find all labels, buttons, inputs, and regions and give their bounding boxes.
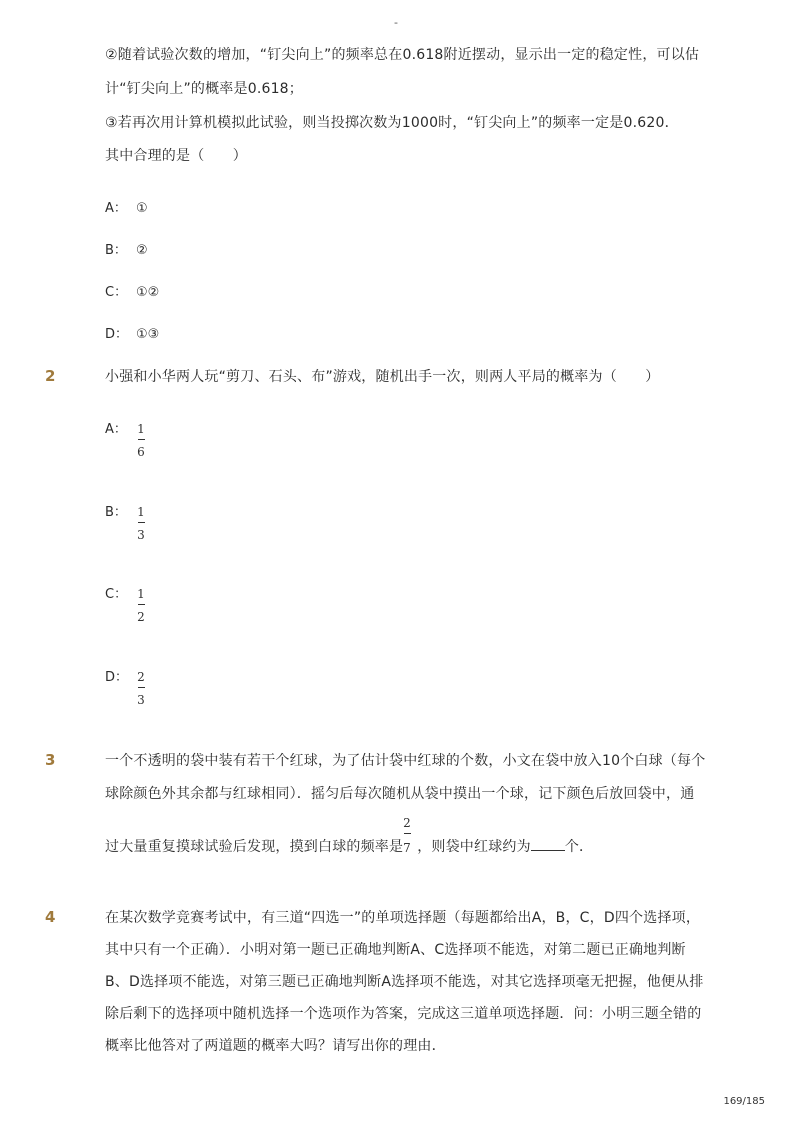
- question-number: 3: [45, 751, 56, 769]
- question-text-line2: 其中只有一个正确）．小明对第一题已正确地判断A、C选择项不能选，对第二题已正确地判断: [105, 942, 686, 958]
- option-fraction: [134, 504, 148, 543]
- text-segment: 个．: [564, 839, 594, 855]
- fraction-numerator: 1: [137, 505, 145, 519]
- q1-prompt: 其中合理的是（ ）: [105, 148, 247, 164]
- fraction-bar: [138, 522, 145, 523]
- page-top-mark: -: [394, 16, 398, 29]
- option-value: ②: [136, 243, 148, 258]
- page-number: 169/185: [723, 1096, 765, 1107]
- fraction-bar: [404, 833, 411, 834]
- fraction-denominator: 6: [137, 445, 145, 459]
- fraction-bar: [138, 604, 145, 605]
- question-text-line5: 概率比他答对了两道题的概率大吗？请写出你的理由．: [105, 1038, 446, 1054]
- question-text: 小强和小华两人玩“剪刀、石头、布”游戏，随机出手一次，则两人平局的概率为（ ）: [105, 369, 660, 385]
- q1-statement-2-line1: ②随着试验次数的增加，“钉尖向上”的频率总在0.618附近摆动，显示出一定的稳定性，可以估: [105, 47, 700, 63]
- question-text-line2: 球除颜色外其余都与红球相同）．摇匀后每次随机从袋中摸出一个球，记下颜色后放回袋中，通: [105, 786, 695, 802]
- option-letter: A：: [105, 201, 127, 216]
- option-letter: A：: [105, 422, 127, 437]
- fraction-numerator: 2: [137, 670, 145, 684]
- text-segment: ，则袋中红球约为: [417, 839, 531, 855]
- fraction-numerator: 1: [137, 422, 145, 436]
- fraction-denominator: 3: [137, 528, 145, 542]
- question-text-line3: B、D选择项不能选，对第三题已正确地判断A选择项不能选，对其它选择项毫无把握，他便从排: [105, 974, 704, 990]
- q1-statement-3: ③若再次用计算机模拟此试验，则当投掷次数为1000时，“钉尖向上”的频率一定是0.620．: [105, 115, 679, 131]
- option-value: ①②: [136, 285, 160, 300]
- option-letter: B：: [105, 243, 127, 258]
- fraction-denominator: 7: [403, 841, 411, 855]
- question-text-line1: 在某次数学竞赛考试中，有三道“四选一”的单项选择题（每题都给出A，B，C，D四个选择项，: [105, 910, 701, 926]
- text-segment: 过大量重复摸球试验后发现，摸到白球的频率是: [105, 839, 404, 855]
- question-text-line3: [105, 836, 593, 857]
- option-value: ①: [136, 201, 148, 216]
- option-fraction: [134, 421, 148, 460]
- fraction-numerator: 2: [403, 816, 411, 830]
- fraction-denominator: 3: [137, 693, 145, 707]
- question-text-line1: 一个不透明的袋中装有若干个红球，为了估计袋中红球的个数，小文在袋中放入10个白球（每个: [105, 753, 706, 769]
- question-number: 4: [45, 908, 56, 926]
- option-letter: D：: [105, 670, 129, 685]
- inline-fraction: [400, 815, 414, 856]
- fraction-denominator: 2: [137, 610, 145, 624]
- option-letter: C：: [105, 587, 128, 602]
- option-letter: B：: [105, 505, 127, 520]
- option-value: ①③: [136, 327, 160, 342]
- q1-statement-2-line2: 计“钉尖向上”的概率是0.618；: [105, 81, 303, 97]
- fraction-numerator: 1: [137, 587, 145, 601]
- fraction-bar: [138, 687, 145, 688]
- answer-blank[interactable]: [531, 836, 565, 851]
- option-fraction: [134, 669, 148, 708]
- option-fraction: [134, 586, 148, 625]
- question-number: 2: [45, 367, 56, 385]
- option-letter: D：: [105, 327, 129, 342]
- question-text-line4: 除后剩下的选择项中随机选择一个选项作为答案，完成这三道单项选择题．问：小明三题全错的: [105, 1006, 702, 1022]
- fraction-bar: [138, 439, 145, 440]
- option-letter: C：: [105, 285, 128, 300]
